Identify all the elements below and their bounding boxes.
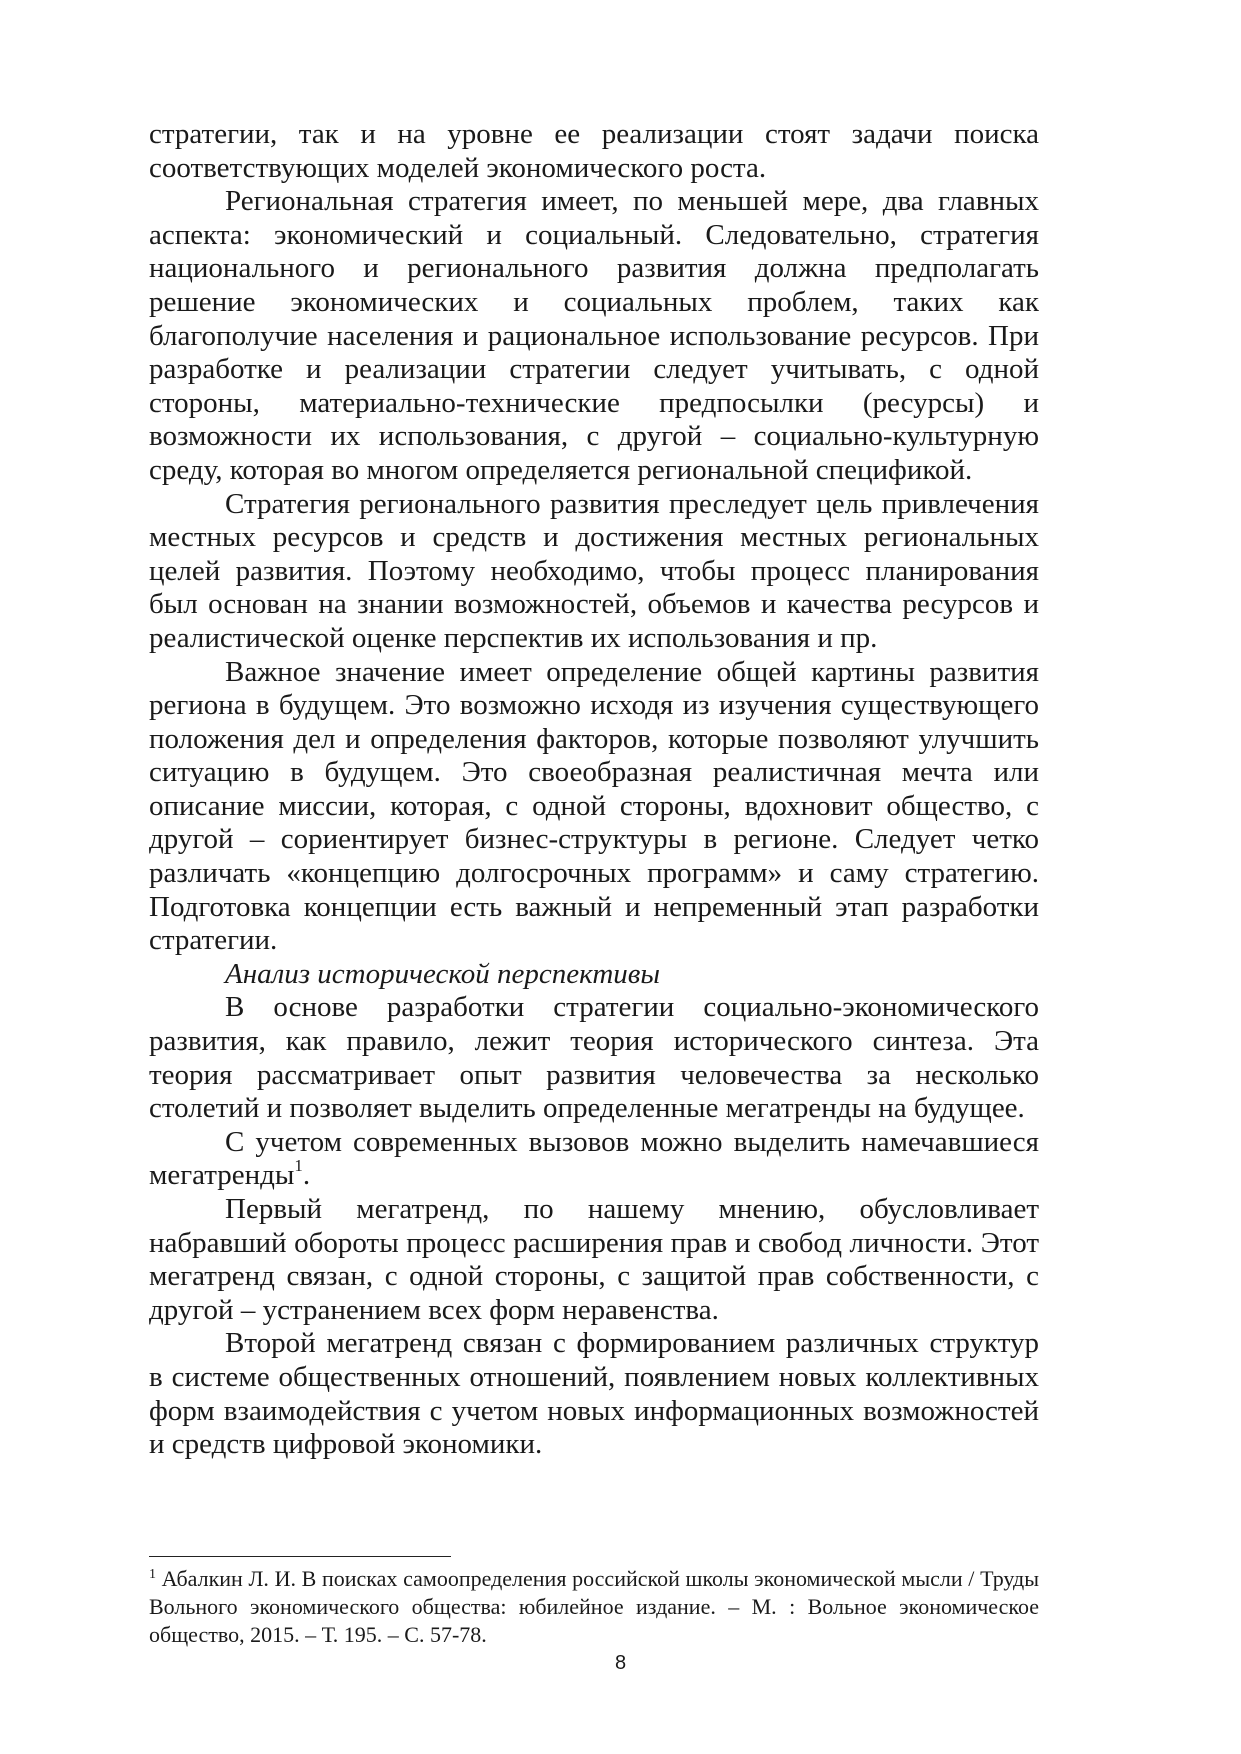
footnote-divider	[149, 1556, 451, 1557]
megatrends-intro-end: .	[302, 1159, 311, 1192]
paragraph-future-picture: Важное значение имеет определение общей картины развития региона в будущем. Это возможно исходя из изучения существующего положения дел и определения факторов, которые позволяют улучшить ситуацию в будущем. Это своеобразная реалистичная мечта или описание миссии, которая, с одной стороны, вдохновит общество, с другой – сориентирует бизнес-структуры в регионе. Следует четко различать «концепцию долгосрочных программ» и саму стратегию. Подготовка концепции есть важный и непременный этап разработки стратегии.	[149, 655, 1039, 957]
footnote-marker: 1	[149, 1567, 156, 1582]
paragraph-regional-strategy: Региональная стратегия имеет, по меньшей мере, два главных аспекта: экономический и социальный. Следовательно, стратегия национального и регионального развития должна предполагать решение экономических и социальных проблем, таких как благополучие населения и рациональное использование ресурсов. При разработке и реализации стратегии следует учитывать, с одной стороны, материально-технические предпосылки (ресурсы) и возможности их использования, с другой – социально-культурную среду, которая во многом определяется региональной спецификой.	[149, 185, 1039, 486]
paragraph-first-megatrend: Первый мегатренд, по нашему мнению, обусловливает набравший обороты процесс расширения прав и свобод личности. Этот мегатренд связан, с одной стороны, с защитой прав собственности, с другой – устранением всех форм неравенства.	[149, 1193, 1039, 1326]
page-number: 8	[614, 1652, 627, 1674]
paragraph-second-megatrend: Второй мегатренд связан с формированием различных структур в системе общественных отношений, появлением новых коллективных форм взаимодействия с учетом новых информационных возможностей и средств цифровой экономики.	[149, 1327, 1039, 1461]
footnote	[149, 1565, 1039, 1649]
megatrends-intro-text: С учетом современных вызовов можно выделить намечавшиеся мегатренды	[149, 1125, 1039, 1192]
paragraph-megatrends-intro	[149, 1126, 1039, 1193]
main-text	[149, 118, 1039, 1462]
section-heading: Анализ исторической перспективы	[225, 957, 660, 990]
paragraph-strategy-goal: Стратегия регионального развития преследует цель привлечения местных ресурсов и средств и достижения местных региональных целей развития. Поэтому необходимо, чтобы процесс планирования был основан на знании возможностей, объемов и качества ресурсов и реалистической оценке перспектив их использования и пр.	[149, 487, 1039, 654]
footnote-reference[interactable]: 1	[294, 1156, 303, 1176]
paragraph-historical-synthesis: В основе разработки стратегии социально-экономического развития, как правило, лежит теория исторического синтеза. Эта теория рассматривает опыт развития человечества за несколько столетий и позволяет выделить определенные мегатренды на будущее.	[149, 991, 1039, 1125]
paragraph-continuation: стратегии, так и на уровне ее реализации стоят задачи поиска соответствующих моделей экономического роста.	[149, 118, 1039, 184]
footnote-text: Абалкин Л. И. В поисках самоопределения российской школы экономической мысли / Труды Вольного экономического общества: юбилейное издание. – М. : Вольное экономическое общество, 2015. – Т. 195. – С. 57-78.	[149, 1566, 1039, 1647]
